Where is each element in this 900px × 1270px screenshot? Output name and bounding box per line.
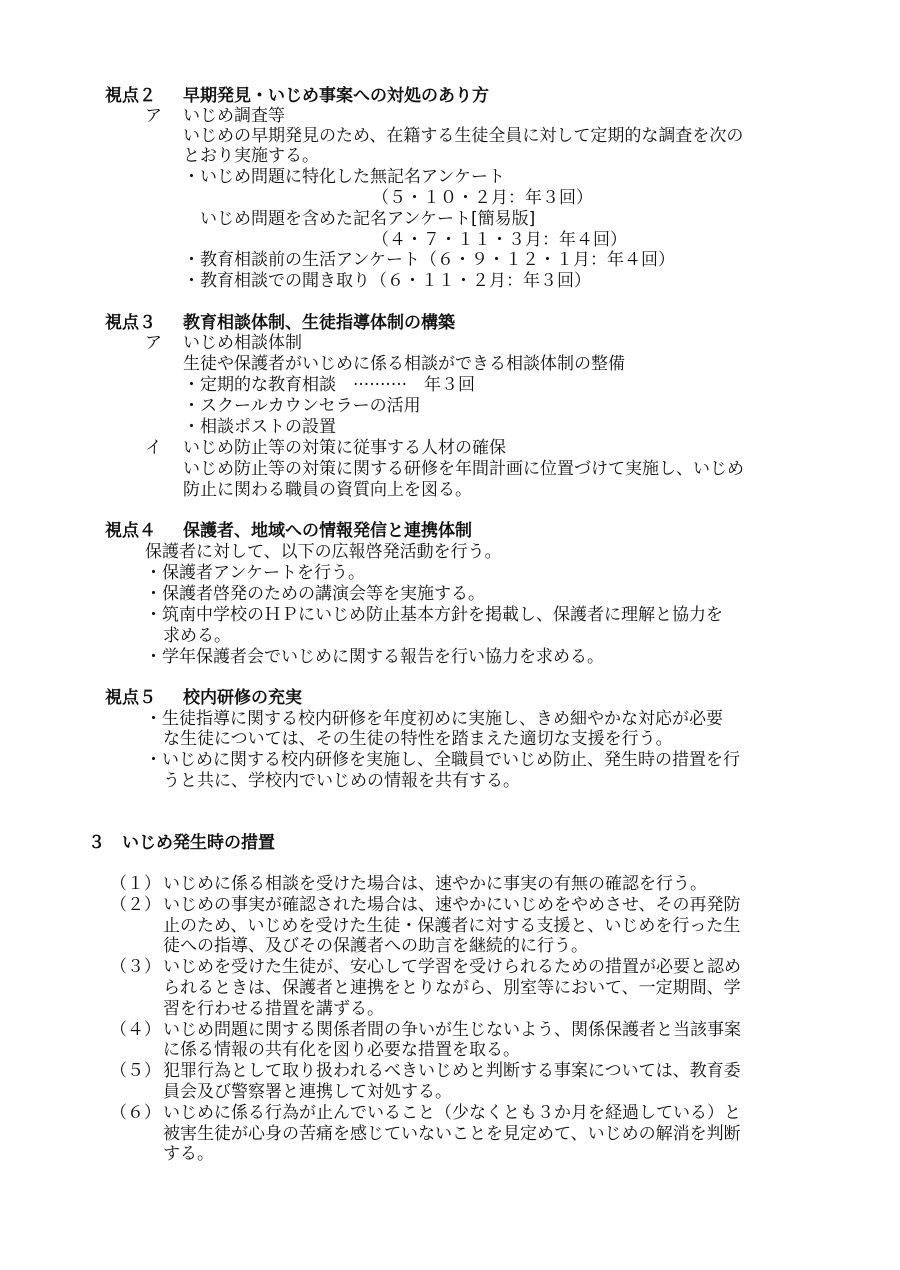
viewpoint5-label: 視点５ — [105, 688, 156, 708]
item-mark: ア — [145, 333, 162, 353]
numbered-item-number: （２） — [110, 895, 161, 915]
viewpoint2-label: 視点２ — [105, 86, 156, 106]
schedule-text: （４・７・１１・３月：年４回） — [372, 230, 627, 250]
numbered-item-text: に係る情報の共有化を図り必要な措置を取る。 — [163, 1040, 520, 1060]
list-item: ・保護者啓発のための講演会等を実施する。 — [145, 584, 485, 604]
list-item: ・教育相談前の生活アンケート（６・９・１２・１月：年４回） — [183, 250, 675, 270]
viewpoint3-heading — [105, 313, 455, 334]
list-item: ・定期的な教育相談 ·········· 年３回 — [183, 375, 476, 395]
list-item: ・生徒指導に関する校内研修を年度初めに実施し、きめ細やかな対応が必要 — [145, 709, 723, 729]
viewpoint5-title: 校内研修の充実 — [183, 688, 302, 708]
list-item: ・相談ポストの設置 — [183, 417, 336, 437]
list-item: ・学年保護者会でいじめに関する報告を行い協力を求める。 — [145, 647, 604, 667]
item-mark: ア — [145, 106, 162, 126]
viewpoint3-title: 教育相談体制、生徒指導体制の構築 — [183, 313, 455, 333]
list-item-continuation: な生徒については、その生徒の特性を踏まえた適切な支援を行う。 — [163, 729, 673, 749]
viewpoint3-item-a — [145, 333, 302, 354]
item-mark: イ — [145, 438, 162, 458]
list-item: ・筑南中学校のＨＰにいじめ防止基本方針を掲載し、保護者に理解と協力を — [145, 605, 723, 625]
item-title: いじめ防止等の対策に従事する人材の確保 — [183, 438, 506, 458]
numbered-item-number: （１） — [110, 874, 161, 894]
section3-heading: ３ いじめ発生時の措置 — [88, 833, 275, 853]
list-item-continuation: 求める。 — [163, 626, 231, 646]
numbered-item-text: いじめを受けた生徒が、安心して学習を受けられるための措置が必要と認め — [163, 957, 741, 977]
schedule-text: （５・１０・２月：年３回） — [372, 188, 593, 208]
numbered-item-text: いじめの事実が確認された場合は、速やかにいじめをやめさせ、その再発防 — [163, 895, 741, 915]
numbered-item-text: いじめ問題に関する関係者間の争いが生じないよう、関係保護者と当該事案 — [163, 1020, 741, 1040]
paragraph-line: いじめの早期発見のため、在籍する生徒全員に対して定期的な調査を次の — [183, 126, 744, 146]
viewpoint3-label: 視点３ — [105, 313, 156, 333]
numbered-item-text: いじめに係る相談を受けた場合は、速やかに事実の有無の確認を行う。 — [163, 874, 707, 894]
list-item: ・いじめに関する校内研修を実施し、全職員でいじめ防止、発生時の措置を行 — [145, 750, 740, 770]
numbered-item-text: られるときは、保護者と連携をとりながら、別室等において、一定期間、学 — [163, 978, 741, 998]
numbered-item-number: （５） — [110, 1061, 161, 1081]
numbered-item-text: 止のため、いじめを受けた生徒・保護者に対する支援と、いじめを行った生 — [163, 916, 741, 936]
viewpoint4-title: 保護者、地域への情報発信と連携体制 — [183, 521, 472, 541]
numbered-item-text: 徒への指導、及びその保護者への助言を継続的に行う。 — [163, 936, 588, 956]
list-item: いじめ問題を含めた記名アンケート[簡易版] — [200, 209, 536, 229]
numbered-item-text: 員会及び警察署と連携して対処する。 — [163, 1082, 452, 1102]
numbered-item-number: （４） — [110, 1020, 161, 1040]
numbered-item-number: （６） — [110, 1103, 161, 1123]
list-item: ・教育相談での聞き取り（６・１１・２月：年３回） — [183, 271, 591, 291]
paragraph-line: いじめ防止等の対策に関する研修を年間計画に位置づけて実施し、いじめ — [183, 459, 744, 479]
viewpoint3-item-i — [145, 438, 506, 459]
numbered-item-text: 被害生徒が心身の苦痛を感じていないことを見定めて、いじめの解消を判断 — [163, 1124, 741, 1144]
numbered-item-number: （３） — [110, 957, 161, 977]
list-item: ・保護者アンケートを行う。 — [145, 563, 365, 583]
paragraph-line: 保護者に対して、以下の広報啓発活動を行う。 — [145, 542, 502, 562]
viewpoint2-title: 早期発見・いじめ事案への対処のあり方 — [183, 86, 489, 106]
viewpoint2-heading — [105, 86, 489, 107]
paragraph-line: とおり実施する。 — [183, 146, 319, 166]
paragraph-line: 生徒や保護者がいじめに係る相談ができる相談体制の整備 — [183, 354, 625, 374]
paragraph-line: 防止に関わる職員の資質向上を図る。 — [183, 480, 472, 500]
list-item-continuation: うと共に、学校内でいじめの情報を共有する。 — [163, 771, 520, 791]
list-item: ・スクールカウンセラーの活用 — [183, 396, 421, 416]
item-title: いじめ相談体制 — [183, 333, 302, 353]
numbered-item-text: いじめに係る行為が止んでいること（少なくとも３か月を経過している）と — [163, 1103, 741, 1123]
item-title: いじめ調査等 — [183, 106, 285, 126]
viewpoint2-item-a — [145, 106, 285, 127]
list-item: ・いじめ問題に特化した無記名アンケート — [183, 167, 505, 187]
numbered-item-text: 犯罪行為として取り扱われるべきいじめと判断する事案については、教育委 — [163, 1061, 741, 1081]
numbered-item-text: する。 — [163, 1144, 214, 1164]
numbered-item-text: 習を行わせる措置を講ずる。 — [163, 999, 384, 1019]
viewpoint4-heading — [105, 521, 472, 542]
viewpoint4-label: 視点４ — [105, 521, 156, 541]
viewpoint5-heading — [105, 688, 302, 709]
